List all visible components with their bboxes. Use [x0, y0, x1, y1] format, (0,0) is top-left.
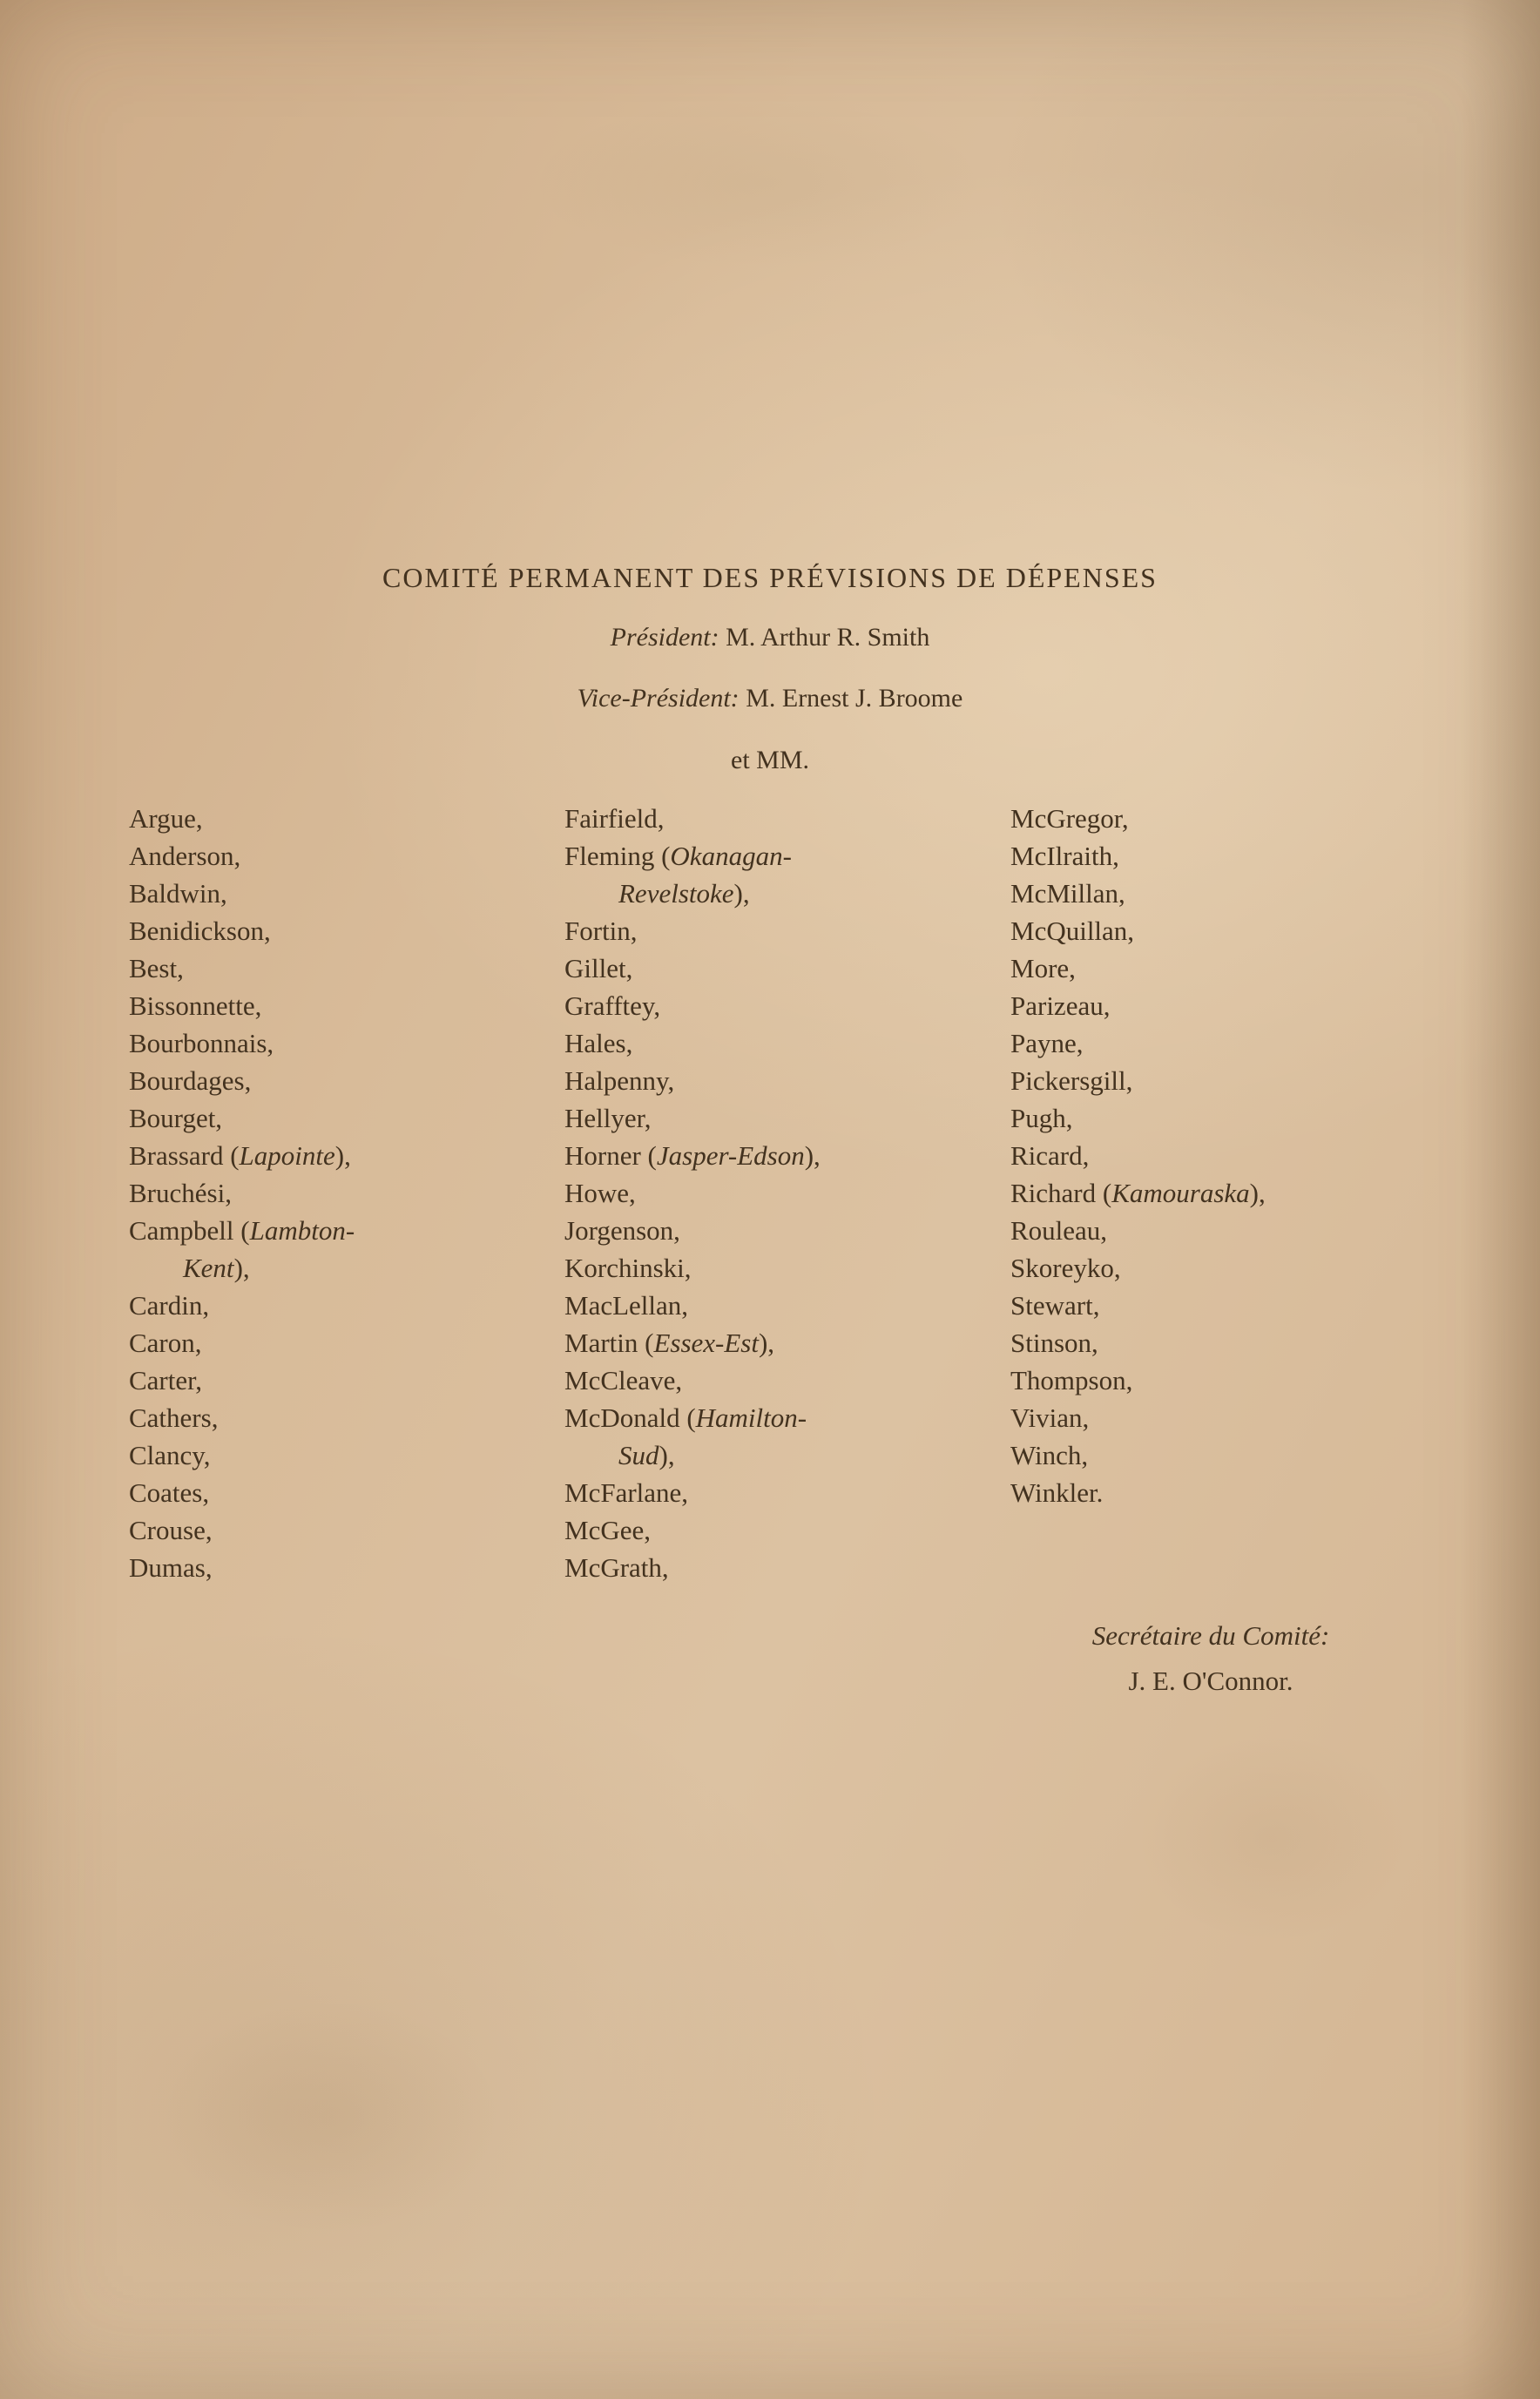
member-column: [1010, 800, 1435, 1586]
member-name-line: Gillet,: [564, 953, 633, 983]
member-name-line: Stinson,: [1010, 1328, 1098, 1358]
member-name-line: McMillan,: [1010, 878, 1125, 909]
member-name-line: Clancy,: [129, 1440, 211, 1470]
et-mm-line: et MM.: [731, 746, 809, 774]
member-name-line: McCleave,: [564, 1365, 683, 1395]
member-name-line: Campbell (Lambton-: [129, 1215, 355, 1246]
member-name-line: Hellyer,: [564, 1103, 652, 1133]
member-name-line: Baldwin,: [129, 878, 227, 909]
member-columns: [129, 800, 1435, 1586]
member-name-line: Bourbonnais,: [129, 1028, 274, 1058]
member-name-line: Pugh,: [1010, 1103, 1073, 1133]
member-name-line: Pickersgill,: [1010, 1065, 1133, 1096]
member-name-line: Payne,: [1010, 1028, 1084, 1058]
member-name-line: Coates,: [129, 1477, 210, 1508]
member-name-line: Best,: [129, 953, 184, 983]
member-name-line: More,: [1010, 953, 1076, 983]
member-name-line: Sud),: [618, 1440, 675, 1470]
member-name-line: Benidickson,: [129, 916, 271, 946]
president-line: [0, 623, 1540, 652]
member-name-line: McQuillan,: [1010, 916, 1135, 946]
member-name-line: McGee,: [564, 1515, 651, 1545]
member-name-line: Carter,: [129, 1365, 202, 1395]
member-name-line: Jorgenson,: [564, 1215, 680, 1246]
vice-president-name: M. Ernest J. Broome: [746, 684, 963, 713]
member-name-line: Bruchési,: [129, 1178, 232, 1208]
member-name-line: Brassard (Lapointe),: [129, 1140, 351, 1171]
member-name-line: Bissonnette,: [129, 990, 262, 1021]
member-name-line: Fortin,: [564, 916, 638, 946]
president-name: M. Arthur R. Smith: [726, 623, 930, 652]
member-name-line: Parizeau,: [1010, 990, 1111, 1021]
vice-president-line: [0, 684, 1540, 713]
member-name-line: Korchinski,: [564, 1253, 692, 1283]
member-name-line: Bourget,: [129, 1103, 223, 1133]
member-name-line: Revelstoke),: [618, 878, 750, 909]
member-name-line: McFarlane,: [564, 1477, 689, 1508]
member-name-line: Richard (Kamouraska),: [1010, 1178, 1266, 1208]
vice-president-label: Vice-Président:: [577, 684, 740, 713]
member-name-line: Thompson,: [1010, 1365, 1133, 1395]
member-name-line: Ricard,: [1010, 1140, 1090, 1171]
paper-stain: [453, 70, 1063, 296]
member-name-line: Stewart,: [1010, 1290, 1100, 1321]
member-name-line: Hales,: [564, 1028, 633, 1058]
member-name-line: Skoreyko,: [1010, 1253, 1121, 1283]
member-name-line: Martin (Essex-Est),: [564, 1328, 775, 1358]
member-name-line: Winkler.: [1010, 1477, 1104, 1508]
member-name-line: McGregor,: [1010, 803, 1129, 834]
member-name-line: Fairfield,: [564, 803, 665, 834]
member-name-line: Cathers,: [129, 1402, 219, 1433]
member-name-line: Kent),: [183, 1253, 250, 1283]
president-label: Président:: [610, 623, 719, 652]
member-name-line: Halpenny,: [564, 1065, 675, 1096]
member-name-line: McIlraith,: [1010, 841, 1119, 871]
member-name-line: Argue,: [129, 803, 203, 834]
member-name-line: Anderson,: [129, 841, 241, 871]
member-name-line: Grafftey,: [564, 990, 661, 1021]
member-column: [129, 800, 564, 1586]
member-name-line: McGrath,: [564, 1552, 669, 1583]
page-title: COMITÉ PERMANENT DES PRÉVISIONS DE DÉPENSES: [382, 562, 1158, 593]
member-name-line: Crouse,: [129, 1515, 213, 1545]
secretary-label: Secrétaire du Comité:: [1091, 1620, 1330, 1651]
paper-stain: [105, 1960, 557, 2274]
secretary-name: J. E. O'Connor.: [1128, 1666, 1293, 1696]
member-name-line: Rouleau,: [1010, 1215, 1108, 1246]
member-name-line: Vivian,: [1010, 1402, 1090, 1433]
secretary-block: [976, 1613, 1446, 1704]
page-edge-shading: [1462, 0, 1540, 2399]
member-name-line: Fleming (Okanagan-: [564, 841, 792, 871]
member-name-line: Winch,: [1010, 1440, 1089, 1470]
member-name-line: McDonald (Hamilton-: [564, 1402, 807, 1433]
member-name-line: MacLellan,: [564, 1290, 689, 1321]
member-name-line: Horner (Jasper-Edson),: [564, 1140, 821, 1171]
member-name-line: Howe,: [564, 1178, 636, 1208]
paper-stain: [1089, 1699, 1455, 1977]
member-name-line: Dumas,: [129, 1552, 213, 1583]
member-column: [564, 800, 1010, 1586]
member-name-line: Bourdages,: [129, 1065, 252, 1096]
member-name-line: Caron,: [129, 1328, 202, 1358]
member-name-line: Cardin,: [129, 1290, 210, 1321]
